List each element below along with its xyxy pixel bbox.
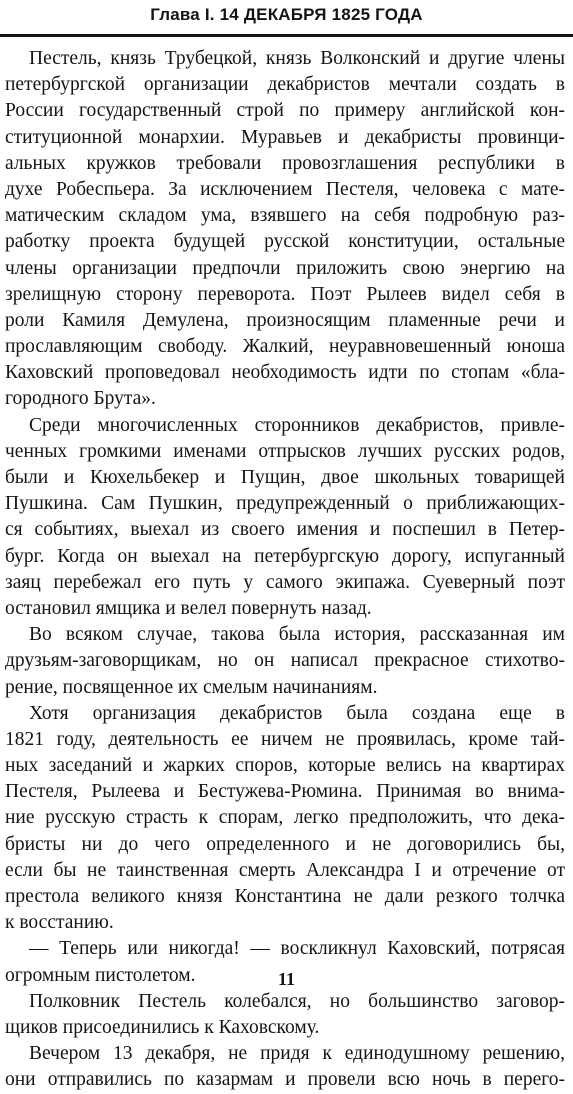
body-text <box>5 46 565 1094</box>
text-line: — Теперь или никогда! — воскликнул Каховский, потрясая <box>29 938 565 960</box>
text-line: матическим складом ума, взявшего на себя подробную раз- <box>5 205 565 227</box>
text-line: бург. Когда он выехал на петербургскую дорогу, испуганный <box>5 545 565 567</box>
text-line: петербургской организации декабристов мечтали создать в <box>5 74 565 96</box>
text-line: роли Камиля Демулена, произносящим пламенные речи и <box>5 309 565 331</box>
text-line: ние русскую страсть к спорам, легко предположить, что дека- <box>5 807 565 829</box>
text-line: к восстанию. <box>5 912 114 934</box>
text-line: они отправились по казармам и провели всю ночь в перего- <box>5 1069 565 1091</box>
text-line: бристы ни до чего определенного и не договорились бы, <box>5 833 565 855</box>
paragraph <box>5 46 565 413</box>
text-line: престола великого князя Константина не дали резкого толчка <box>5 886 565 907</box>
paragraph <box>5 989 565 1041</box>
text-line: 1821 году, деятельность ее ничем не проявилась, кроме тай- <box>5 728 565 750</box>
text-line: альных кружков требовали провозглашения республики в <box>5 152 565 174</box>
text-line: ституционной монархии. Муравьев и декабристы провинци- <box>5 126 565 148</box>
paragraph <box>5 622 565 701</box>
text-line: рение, посвященное их смелым начинаниям. <box>5 676 378 698</box>
page-number: 11 <box>277 969 295 989</box>
text-line: если бы не таинственная смерть Александра I и отречение от <box>5 859 565 881</box>
text-line: Вечером 13 декабря, не придя к единодушному решению, <box>29 1043 565 1065</box>
text-line: друзьям-заговорщикам, но он написал прекрасное стихотво- <box>5 650 565 672</box>
paragraph <box>5 701 565 937</box>
text-line: Пушкина. Сам Пушкин, предупрежденный о приближающих- <box>5 493 565 515</box>
text-line: огромным пистолетом. <box>5 964 196 986</box>
text-line: ся событиях, выехал из своего имения и поспешил в Петер- <box>5 519 565 541</box>
text-line: Каховский проповедовал необходимость идти по стопам «бла- <box>5 362 565 384</box>
running-header: Глава I. 14 ДЕКАБРЯ 1825 ГОДА <box>150 5 423 24</box>
text-line: остановил ямщика и велел повернуть назад. <box>5 597 372 619</box>
header-rule <box>0 34 573 37</box>
text-line: Полковник Пестель колебался, но большинство заговор- <box>29 990 565 1012</box>
text-line: зрелищную сторону переворота. Поэт Рылеев видел себя в <box>5 283 565 305</box>
text-line: России государственный строй по примеру английской кон- <box>5 100 565 122</box>
text-line: работку проекта будущей русской конституции, остальные <box>5 231 565 253</box>
text-line: Во всяком случае, такова была история, рассказанная им <box>29 624 565 646</box>
text-line: ных заседаний и жарких споров, которые велись на квартирах <box>5 755 565 777</box>
paragraph <box>5 1041 565 1093</box>
text-line: прославляющим свободу. Жалкий, неуравновешенный юноша <box>5 336 565 358</box>
text-line: члены организации предпочли приложить свою энергию на <box>5 257 565 279</box>
text-line: Пестеля, Рылеева и Бестужева-Рюмина. Принимая во внима- <box>5 781 565 803</box>
text-line: Пестель, князь Трубецкой, князь Волконский и другие члены <box>29 48 565 69</box>
paragraph <box>5 413 565 623</box>
text-line: щиков присоединились к Каховскому. <box>5 1016 320 1038</box>
text-line: Среди многочисленных сторонников декабристов, привле- <box>29 414 565 436</box>
text-line: Хотя организация декабристов была создана еще в <box>29 702 565 724</box>
text-line: заяц перебежал его путь у самого экипажа. Суеверный поэт <box>5 571 565 593</box>
text-line: ченных громкими именами отпрысков лучших русских родов, <box>5 440 565 462</box>
text-line: были и Кюхельбекер и Пущин, двое школьных товарищей <box>5 467 565 488</box>
text-line: городного Брута». <box>5 388 156 410</box>
text-line: духе Робеспьера. За исключением Пестеля, человека с мате- <box>5 178 565 200</box>
